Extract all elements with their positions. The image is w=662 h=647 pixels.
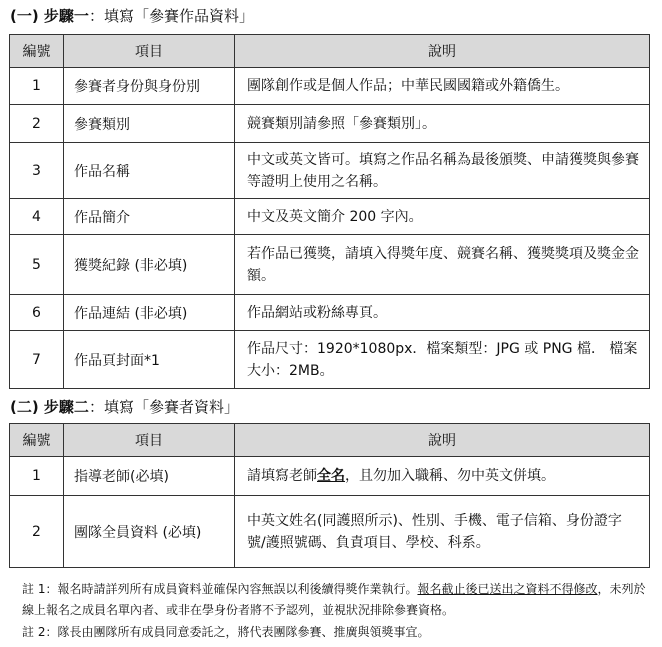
row-item: 指導老師(必填)	[64, 457, 235, 496]
step2-label: (二) 步驟二	[10, 398, 89, 416]
row-item: 參賽者身份與身份別	[64, 68, 235, 105]
header-item: 項目	[64, 424, 235, 457]
note-1-underlined: 報名截止後已送出之資料不得修改	[417, 582, 598, 596]
row-number: 7	[10, 331, 64, 389]
header-item: 項目	[64, 35, 235, 68]
row-item: 作品簡介	[64, 199, 235, 235]
row-description: 競賽類別請參照「參賽類別」。	[235, 105, 650, 143]
row-number: 5	[10, 235, 64, 295]
row-item: 作品連結 (非必填)	[64, 295, 235, 331]
row-item: 作品頁封面*1	[64, 331, 235, 389]
step1-sep: ：	[88, 7, 104, 25]
header-description: 說明	[235, 35, 650, 68]
desc-pre: 請填寫老師	[247, 468, 317, 484]
row-number: 2	[10, 105, 64, 143]
row-item: 參賽類別	[64, 105, 235, 143]
header-number: 編號	[10, 424, 64, 457]
step2-heading	[10, 396, 239, 417]
step1-title: 填寫「參賽作品資料」	[103, 7, 254, 25]
row-description: 中文及英文簡介 200 字內。	[235, 199, 650, 235]
row-description: 中文或英文皆可。填寫之作品名稱為最後頒獎、申請獲獎與參賽等證明上使用之名稱。	[235, 143, 650, 199]
table-row	[10, 68, 650, 105]
header-number: 編號	[10, 35, 64, 68]
row-number: 2	[10, 496, 64, 568]
row-description: 作品網站或粉絲專頁。	[235, 295, 650, 331]
step1-heading	[10, 5, 254, 26]
row-description	[235, 457, 650, 496]
table-row	[10, 331, 650, 389]
row-description: 中英文姓名(同護照所示)、性別、手機、電子信箱、身份證字號/護照號碼、負責項目、學校、科系。	[235, 496, 650, 568]
row-number: 1	[10, 457, 64, 496]
note-1	[22, 579, 650, 621]
note-2: 註 2：隊長由團隊所有成員同意委託之，將代表團隊參賽、推廣與領獎事宜。	[22, 625, 430, 639]
table-row	[10, 457, 650, 496]
desc-emphasis: 全名	[317, 468, 345, 484]
table-row	[10, 105, 650, 143]
row-description: 若作品已獲獎，請填入得獎年度、競賽名稱、獲獎獎項及獎金金額。	[235, 235, 650, 295]
step1-table	[9, 34, 650, 389]
table-header-row	[10, 424, 650, 457]
row-description: 團隊創作或是個人作品；中華民國國籍或外籍僑生。	[235, 68, 650, 105]
row-number: 4	[10, 199, 64, 235]
step2-table	[9, 423, 650, 568]
note-1-suffix: ，未列於線上報名之成員名單內者、或非在學身份者將不予認列，並視狀況排除參賽資格。	[22, 582, 646, 617]
step2-title: 填寫「參賽者資料」	[103, 398, 239, 416]
row-description: 作品尺寸：1920*1080px．檔案類型：JPG 或 PNG 檔． 檔案大小：2MB。	[235, 331, 650, 389]
table-row	[10, 143, 650, 199]
row-number: 6	[10, 295, 64, 331]
table-row	[10, 199, 650, 235]
table-row	[10, 295, 650, 331]
row-item: 獲獎紀錄 (非必填)	[64, 235, 235, 295]
table-row	[10, 496, 650, 568]
table-row	[10, 235, 650, 295]
row-number: 3	[10, 143, 64, 199]
table-header-row	[10, 35, 650, 68]
header-description: 說明	[235, 424, 650, 457]
note-1-prefix: 註 1：報名時請詳列所有成員資料並確保內容無誤以利後續得獎作業執行。	[22, 582, 418, 596]
row-number: 1	[10, 68, 64, 105]
row-item: 團隊全員資料 (必填)	[64, 496, 235, 568]
step2-sep: ：	[88, 398, 104, 416]
row-item: 作品名稱	[64, 143, 235, 199]
step1-label: (一) 步驟一	[10, 7, 89, 25]
desc-post: ，且勿加入職稱、勿中英文併填。	[345, 468, 555, 484]
